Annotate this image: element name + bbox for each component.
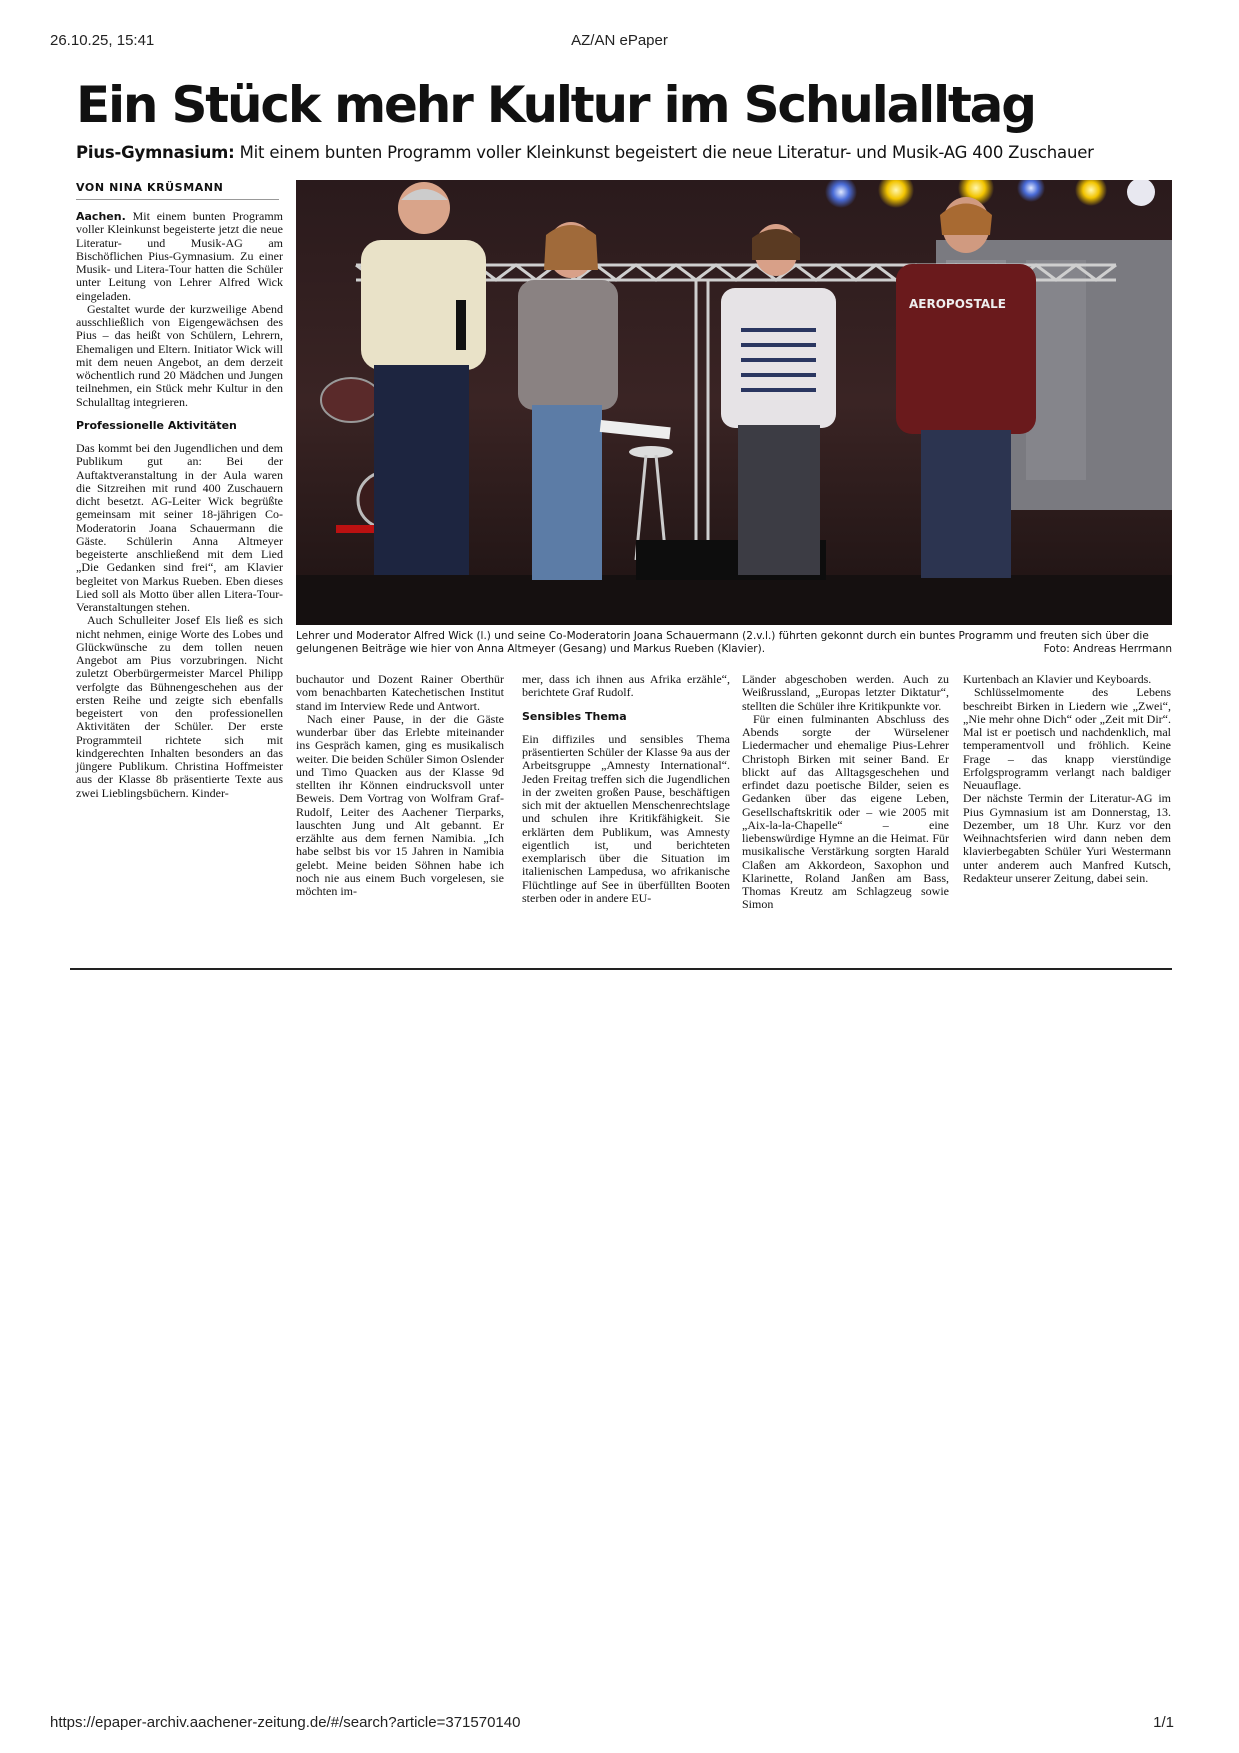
paragraph: buchautor und Dozent Rainer Oberthür vom benachbarten Katechetischen Institut stand im Interview Rede und Antwort.: [296, 672, 504, 713]
newspaper-article: [70, 70, 1172, 970]
subheading-sensibles: Sensibles Thema: [522, 709, 627, 723]
text-column-2: [296, 673, 504, 963]
print-title: AZ/AN ePaper: [571, 32, 668, 49]
text-column-5: [963, 673, 1171, 963]
paragraph: Schlüsselmomente des Lebens beschreibt Birken in Liedern wie „Zwei“, „Nie mehr ohne Dich“ oder „Zeit mit Dir“. Mal ist er poetisch und nachdenklich, mal temperamentvoll und fröhlich. Keine Frage – das knapp vierstündige Erfolgsprogramm verlangt nach baldiger Neuauflage.: [963, 685, 1171, 792]
paragraph: mer, dass ich ihnen aus Afrika erzähle“, berichtete Graf Rudolf.: [522, 672, 730, 700]
paragraph: Auch Schulleiter Josef Els ließ es sich nicht nehmen, einige Worte des Lobes und Glückwünsche zu dem tollen neuen Angebot am Pius vorzubringen. Nicht zuletzt Oberbürgermeister Marcel Philipp verfolgte das Bühnengeschehen aus der ersten Reihe und zeigte sich ebenfalls begeistert von den professionellen Aktivitäten der Schüler. Der erste Programmteil richtete sich mit kindgerechten Inhalten besonders an das jüngere Publikum. Christina Hoffmeister aus der Klasse 8b präsentierte Texte aus zwei Lieblingsbüchern. Kinder-: [76, 613, 283, 800]
print-url: https://epaper-archiv.aachener-zeitung.de/#/search?article=371570140: [50, 1714, 521, 1731]
dateline: Aachen.: [76, 210, 126, 223]
paragraph: Gestaltet wurde der kurzweilige Abend ausschließlich von Eigengewächsen des Pius – das heißt von Schülern, Lehrern, Ehemaligen und Eltern. Initiator Wick will mit dem neuen Angebot, an dem derzeit wöchentlich rund 20 Mädchen und Jungen teilnehmen, ein Stück mehr Kultur in den Schulalltag integrieren.: [76, 301, 283, 409]
text-column-1: [76, 210, 283, 802]
event-photo: [296, 180, 1172, 625]
print-page-number: 1/1: [1153, 1714, 1174, 1731]
article-subheadline: [76, 143, 1094, 162]
paragraph: Nach einer Pause, in der die Gäste wunderbar über das Erlebte miteinander ins Gespräch kamen, ging es musikalisch weiter. Die beiden Schüler Simon Oslender und Timo Quacken aus der Klasse 9d stellten ihr Können eindrucksvoll unter Beweis. Dem Vortrag von Wolfram Graf-Rudolf, Leiter des Aachener Tierparks, lauschten Jung und Alt gebannt. Er erzählte aus dem fernen Namibia. „Ich habe selbst bis vor 15 Jahren in Namibia gelebt. Meine beiden Söhnen habe ich noch nie aus einem Buch vorgelesen, sie möchten im-: [296, 711, 504, 898]
text-column-4: [742, 673, 949, 963]
article-bottom-rule: [70, 968, 1172, 970]
subheading-professionelle: Professionelle Aktivitäten: [76, 418, 237, 432]
paragraph: Kurtenbach an Klavier und Keyboards.: [963, 672, 1152, 686]
person-teacher: [361, 182, 486, 575]
print-header: [50, 32, 1189, 52]
paragraph: Aachen. Mit einem bunten Programm voller Kleinkunst begeisterte jetzt die neue Literatur- und Musik-AG am Bischöflichen Pius-Gymnasium. Zu einer Musik- und Litera-Tour hatten die Schüler unter Leitung von Lehrer Alfred Wick eingeladen.: [76, 209, 283, 303]
shirt-print: AEROPOSTALE: [909, 297, 1006, 311]
print-datetime: 26.10.25, 15:41: [50, 32, 155, 49]
article-headline: Ein Stück mehr Kultur im Schulalltag: [76, 76, 1035, 134]
photo-caption-text: Lehrer und Moderator Alfred Wick (l.) und seine Co-Moderatorin Joana Schauermann (2.v.l.) führten gekonnt durch ein buntes Programm und freuten sich über die gelungenen Beiträge wie hier von Anna Altmeyer (Gesang) und Markus Rueben (Klavier).: [296, 630, 1149, 655]
print-footer: [50, 1714, 1189, 1734]
paragraph: Länder abgeschoben werden. Auch zu Weißrussland, „Europas letzter Diktatur“, stellten die Schüler ihre Kritikpunkte vor.: [742, 672, 949, 713]
paragraph: Ein diffiziles und sensibles Thema präsentierten Schüler der Klasse 9a aus der Arbeitsgruppe „Amnesty International“. Jeden Freitag treffen sich die Jugendlichen in der zweiten großen Pause, beschäftigen sich mit der aktuellen Menschenrechtslage und schulen ihre Kritikfähigkeit. Sie erklärten dem Publikum, was Amnesty eigentlich ist, und berichteten exemplarisch über die Situation im italienischen Lampedusa, wo afrikanische Flüchtlinge auf See in überfüllten Booten sterben oder in andere EU-: [522, 731, 730, 905]
paragraph: Für einen fulminanten Abschluss des Abends sorgte der Würselener Liedermacher und ehemalige Pius-Lehrer Christoph Birken mit seiner Band. Er blickt auf das Alltagsgeschehen und erfindet dazu poetische Bilder, seien es Gedanken über das eigene Leben, Gesellschaftskritik oder – wie 2005 mit „Aix-la-la-Chapelle“ – eine liebenswürdige Hymne an die Heimat. Für musikalische Verstärkung sorgten Harald Claßen am Akkordeon, Saxophon und Klarinette, Roland Janßen am Bass, Thomas Kreutz am Schlagzeug sowie Simon: [742, 711, 949, 912]
article-kicker: Pius-Gymnasium:: [76, 143, 235, 162]
stage-photo-illustration: [296, 180, 1172, 625]
paragraph: Das kommt bei den Jugendlichen und dem Publikum gut an: Bei der Auftaktveranstaltung in der Aula waren die Sitzreihen mit rund 400 Zuschauern dicht besetzt. AG-Leiter Wick begrüßte gemeinsam mit seiner 18-jährigen Co-Moderatorin Joana Schauermann die Gäste. Schülerin Anna Altmeyer begeisterte anschließend mit dem Lied „Die Gedanken sind frei“, am Klavier begleitet von Markus Rueben. Eben dieses Lied soll als Motto über allen Litera-Tour-Veranstaltungen stehen.: [76, 441, 283, 614]
article-byline: VON NINA KRÜSMANN: [76, 181, 279, 200]
paragraph: Der nächste Termin der Literatur-AG im Pius Gymnasium ist am Donnerstag, 13. Dezember, um 18 Uhr. Kurz vor den Weihnachtsferien wird dann neben dem klavierbegabten Schüler Yuri Westermann unter anderem auch Manfred Kutsch, Redakteur unserer Zeitung, dabei sein.: [963, 791, 1171, 885]
photo-caption: [296, 630, 1172, 656]
photo-credit: Foto: Andreas Herrmann: [1043, 643, 1172, 655]
text-column-3: [522, 673, 730, 963]
article-subheadline-text: Mit einem bunten Programm voller Kleinkunst begeistert die neue Literatur- und Musik-AG 400 Zuschauer: [239, 143, 1094, 162]
